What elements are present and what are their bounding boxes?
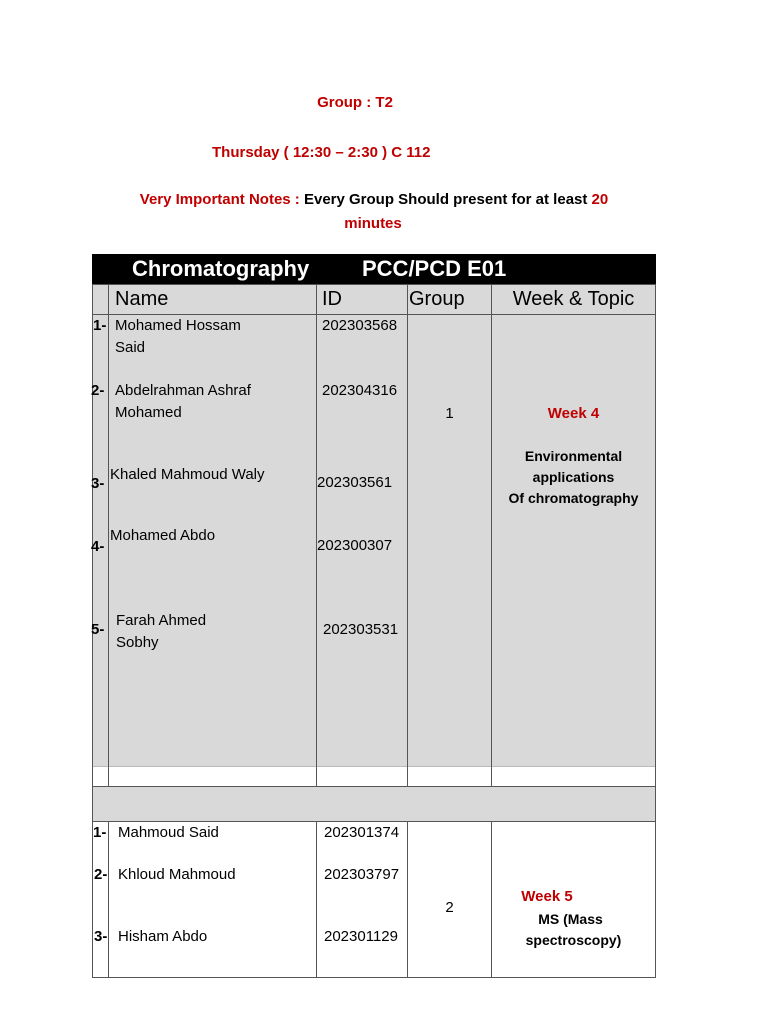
topic-line: Of chromatography	[508, 490, 639, 506]
row-number: 2-	[94, 866, 108, 883]
student-id: 202301374	[324, 824, 400, 841]
table-title-code: PCC/PCD E01	[362, 256, 507, 281]
week-label: Week 5	[521, 888, 573, 905]
column-header-id: ID	[322, 288, 342, 310]
notes-text: Every Group Should present for at least	[299, 191, 592, 208]
schedule-heading: Thursday ( 12:30 – 2:30 ) C 112	[212, 144, 431, 161]
topic-line: Environmental	[524, 448, 623, 464]
student-name-cont: Mohamed	[115, 404, 182, 421]
column-header-week-topic: Week & Topic	[512, 288, 635, 310]
student-name-cont: Said	[115, 339, 146, 356]
topic-line: applications	[532, 469, 615, 485]
row-number: 5-	[91, 621, 105, 638]
topic-line: MS (Mass	[538, 911, 603, 927]
student-name: Mohamed Abdo	[110, 527, 216, 544]
row-number: 1-	[93, 317, 107, 334]
student-id: 202301129	[324, 928, 398, 945]
student-id: 202300307	[317, 537, 393, 554]
group-number: 2	[445, 899, 454, 916]
student-name-cont: Sobhy	[116, 634, 159, 651]
student-name: Khloud Mahmoud	[118, 866, 236, 883]
important-notes	[0, 191, 748, 208]
column-header-name: Name	[115, 288, 169, 310]
notes-label: Very Important Notes :	[139, 191, 300, 208]
column-header-group: Group	[409, 288, 465, 310]
student-name: Farah Ahmed	[116, 612, 207, 629]
group-number: 1	[445, 405, 454, 422]
separator-row	[92, 786, 656, 821]
row-number: 1-	[93, 824, 107, 841]
student-name: Mohamed Hossam	[115, 317, 241, 334]
student-name: Abdelrahman Ashraf	[115, 382, 251, 399]
topic-text	[492, 909, 655, 951]
topic-text	[492, 446, 655, 509]
student-id: 202303568	[322, 317, 398, 334]
student-id: 202303561	[317, 474, 393, 491]
row-number: 4-	[91, 538, 105, 555]
table-title-course: Chromatography	[132, 256, 310, 281]
student-id: 202303797	[324, 866, 400, 883]
row-number: 3-	[91, 475, 105, 492]
group-heading: Group : T2	[317, 94, 393, 111]
student-name: Mahmoud Said	[118, 824, 219, 841]
row-number: 2-	[91, 382, 105, 399]
student-name: Khaled Mahmoud Waly	[110, 466, 265, 483]
student-id: 202304316	[322, 382, 398, 399]
row-number: 3-	[94, 928, 108, 945]
week-label: Week 4	[547, 405, 600, 422]
topic-line: spectroscopy)	[525, 932, 622, 948]
student-id: 202303531	[323, 621, 399, 638]
notes-minutes-word: minutes	[344, 215, 402, 232]
notes-minutes-number: 20	[591, 191, 609, 208]
student-name: Hisham Abdo	[118, 928, 208, 945]
